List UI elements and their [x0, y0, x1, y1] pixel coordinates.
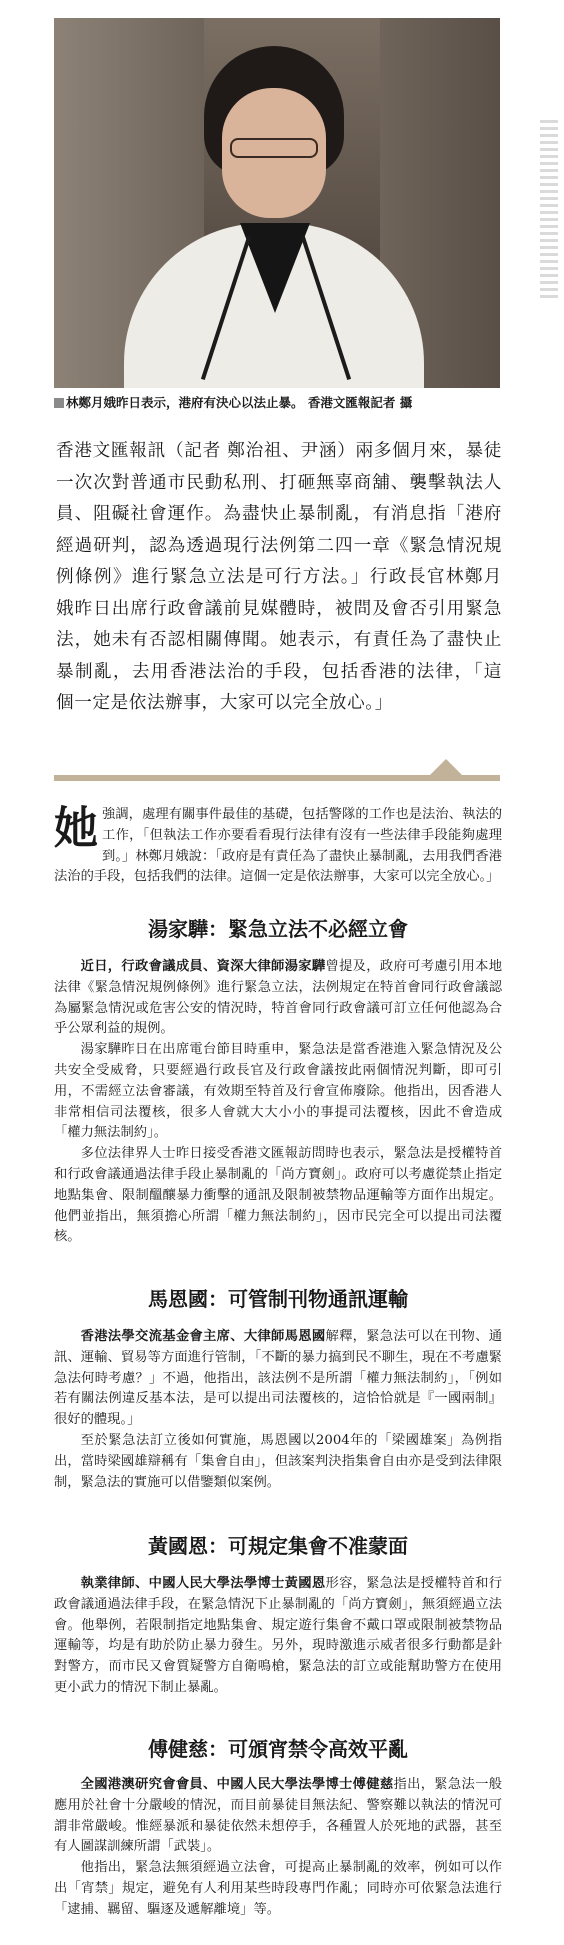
section-paragraph: 多位法律界人士昨日接受香港文匯報訪問時也表示，緊急法是授權特首和行政會議通過法律手段止暴制亂的「尚方寶劍」。政府可以考慮從禁止指定地點集會、限制醞釀暴力衝擊的通訊及限制被禁物品運輸等方面作出規定。他們並指出，無須擔心所謂「權力無法制約」，因市民完全可以提出司法覆核。 [54, 1146, 502, 1245]
section-paragraph: 近日，行政會議成員、資深大律師湯家驊曾提及，政府可考慮引用本地法律《緊急情況規例條例》進行緊急立法，法例規定在特首會同行政會議認為屬緊急情況或危害公安的情況時，特首會同行政會議可訂立任何他認為合乎公眾利益的規例。 [54, 959, 503, 1037]
section-heading: 馬恩國：可管制刊物通訊運輸 [148, 1287, 408, 1311]
section-paragraph: 香港法學交流基金會主席、大律師馬恩國解釋，緊急法可以在刊物、通訊、運輸、貿易等方面進行管制，「不斷的暴力搞到民不聊生，現在不考慮緊急法何時考慮？」不過，他指出，該法例不是所謂「權力無法制約」，「例如若有關法例違反基本法，是可以提出司法覆核的，這恰恰就是『一國兩制』很好的體現。」 [54, 1329, 503, 1428]
intro-paragraph [54, 805, 502, 888]
section-paragraph: 至於緊急法訂立後如何實施，馬恩國以2004年的「梁國雄案」為例指出，當時梁國雄辯稱有「集會自由」，但該案判決指集會自由亦是受到法律限制，緊急法的實施可以借鑒類似案例。 [54, 1432, 502, 1490]
section-heading: 湯家驊：緊急立法不必經立會 [148, 917, 408, 941]
section-heading: 傅健慈：可頒宵禁令高效平亂 [148, 1737, 408, 1761]
divider-triangle [430, 759, 462, 775]
section-paragraph: 湯家驊昨日在出席電台節目時重申，緊急法是當香港進入緊急情況及公共安全受威脅，只要經過行政長官及行政會議按此兩個情況判斷，即可引用，不需經立法會審議，有效期至特首及行會宣佈廢除。他指出，因香港人非常相信司法覆核，很多人會就大大小小的事提司法覆核，因此不會造成「權力無法制約」。 [54, 1042, 502, 1141]
section-body [54, 1327, 502, 1493]
drop-cap: 她 [54, 803, 98, 854]
photo-caption [54, 393, 514, 411]
caption-text: 林鄭月娥昨日表示，港府有決心以法止暴。 香港文匯報記者 攝 [66, 395, 413, 410]
caption-square-icon [54, 398, 64, 408]
section-paragraph: 全國港澳研究會會員、中國人民大學法學博士傅健慈指出，緊急法一般應用於社會十分嚴峻的情況，而目前暴徒目無法紀、警察難以執法的情況可謂非常嚴峻。惟經暴派和暴徒依然未想停手，各種置人於死地的武器，甚至有人圖謀訓練所謂「武裝」。 [54, 1777, 503, 1855]
news-photo [54, 18, 500, 388]
section-paragraph: 執業律師、中國人民大學法學博士黃國恩形容，緊急法是授權特首和行政會議通過法律手段，在緊急情況下止暴制亂的「尚方寶劍」，無須經過立法會。他舉例，若限制指定地點集會、規定遊行集會不戴口罩或限制被禁物品運輸等，均是有助於防止暴力發生。另外，現時激進示威者很多行動都是針對警方，而市民又會質疑警方自衛鳴槍，緊急法的訂立或能幫助警方在使用更小武力的情況下制止暴亂。 [54, 1576, 503, 1695]
section-body [54, 1775, 502, 1921]
lead-paragraph: 香港文匯報訊（記者 鄭治祖、尹涵）兩多個月來，暴徒一次次對普通市民動私刑、打砸無辜商舖、襲擊執法人員、阻礙社會運作。為盡快止暴制亂，有消息指「港府經過研判，認為透過現行法例第二四一章《緊急情況規例條例》進行緊急立法是可行方法。」行政長官林鄭月娥昨日出席行政會議前見媒體時，被問及會否引用緊急法，她未有否認相關傳聞。她表示，有責任為了盡快止暴制亂，去用香港法治的手段，包括香港的法律，「這個一定是依法辦事，大家可以完全放心。」 [56, 441, 502, 713]
divider-line [54, 775, 500, 781]
adjacent-page-edge [540, 120, 558, 300]
intro-text: 強調，處理有關事件最佳的基礎，包括警隊的工作也是法治、執法的工作，「但執法工作亦要看看現行法律有沒有一些法律手段能夠處理到。」林鄭月娥說：「政府是有責任為了盡快止暴制亂，去用我們香港法治的手段，包括我們的法律。這個一定是依法辦事，大家可以完全放心。」 [54, 807, 502, 885]
section-heading: 黃國恩：可規定集會不准蒙面 [148, 1534, 408, 1558]
photo-glasses [230, 138, 318, 158]
section-body [54, 1574, 502, 1699]
section-body [54, 957, 502, 1248]
section-paragraph: 他指出，緊急法無須經過立法會，可提高止暴制亂的效率，例如可以作出「宵禁」規定，避免有人利用某些時段專門作亂；同時亦可依緊急法進行「逮捕、羈留、驅逐及遞解離境」等。 [54, 1860, 502, 1917]
